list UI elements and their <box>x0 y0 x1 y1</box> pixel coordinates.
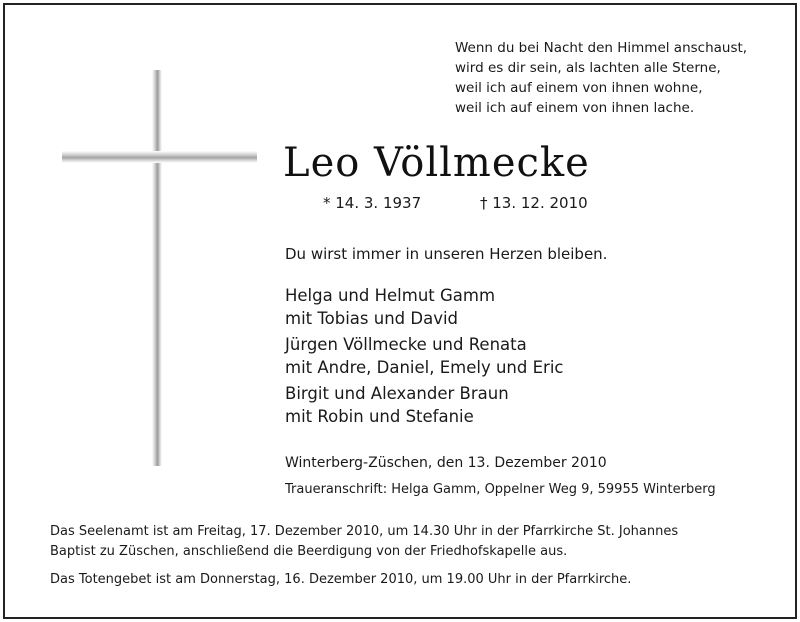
family-group <box>285 333 563 379</box>
death-date: † 13. 12. 2010 <box>480 194 588 212</box>
poem-line: weil ich auf einem von ihnen wohne, <box>455 80 703 96</box>
notice-line: Baptist zu Züschen, anschließend die Beerdigung von der Friedhofskapelle aus. <box>50 544 568 559</box>
motto: Du wirst immer in unseren Herzen bleiben. <box>285 245 608 263</box>
cross-vertical-beam <box>152 70 162 466</box>
poem <box>455 38 775 118</box>
family-list <box>285 284 563 431</box>
family-line: mit Andre, Daniel, Emely und Eric <box>285 358 564 377</box>
family-line: Helga und Helmut Gamm <box>285 286 496 305</box>
family-line: Birgit und Alexander Braun <box>285 384 509 403</box>
place-and-date: Winterberg-Züschen, den 13. Dezember 2010 <box>285 455 607 471</box>
notice-line: Das Seelenamt ist am Freitag, 17. Dezember 2010, um 14.30 Uhr in der Pfarrkirche St. Johannes <box>50 524 679 539</box>
poem-line: weil ich auf einem von ihnen lache. <box>455 100 695 116</box>
family-line: Jürgen Völlmecke und Renata <box>285 335 527 354</box>
birth-date: * 14. 3. 1937 <box>323 194 422 212</box>
family-line: mit Tobias und David <box>285 309 459 328</box>
poem-line: wird es dir sein, als lachten alle Sterne, <box>455 60 721 76</box>
family-group <box>285 284 563 330</box>
deceased-name: Leo Völlmecke <box>283 140 590 186</box>
cross-horizontal-beam <box>62 151 257 163</box>
mourning-address: Traueranschrift: Helga Gamm, Oppelner Weg 9, 59955 Winterberg <box>285 482 716 497</box>
family-line: mit Robin und Stefanie <box>285 407 474 426</box>
family-group <box>285 382 563 428</box>
poem-line: Wenn du bei Nacht den Himmel anschaust, <box>455 40 748 56</box>
service-notices <box>50 522 780 590</box>
notice-line: Das Totengebet ist am Donnerstag, 16. Dezember 2010, um 19.00 Uhr in der Pfarrkirche. <box>50 572 632 587</box>
